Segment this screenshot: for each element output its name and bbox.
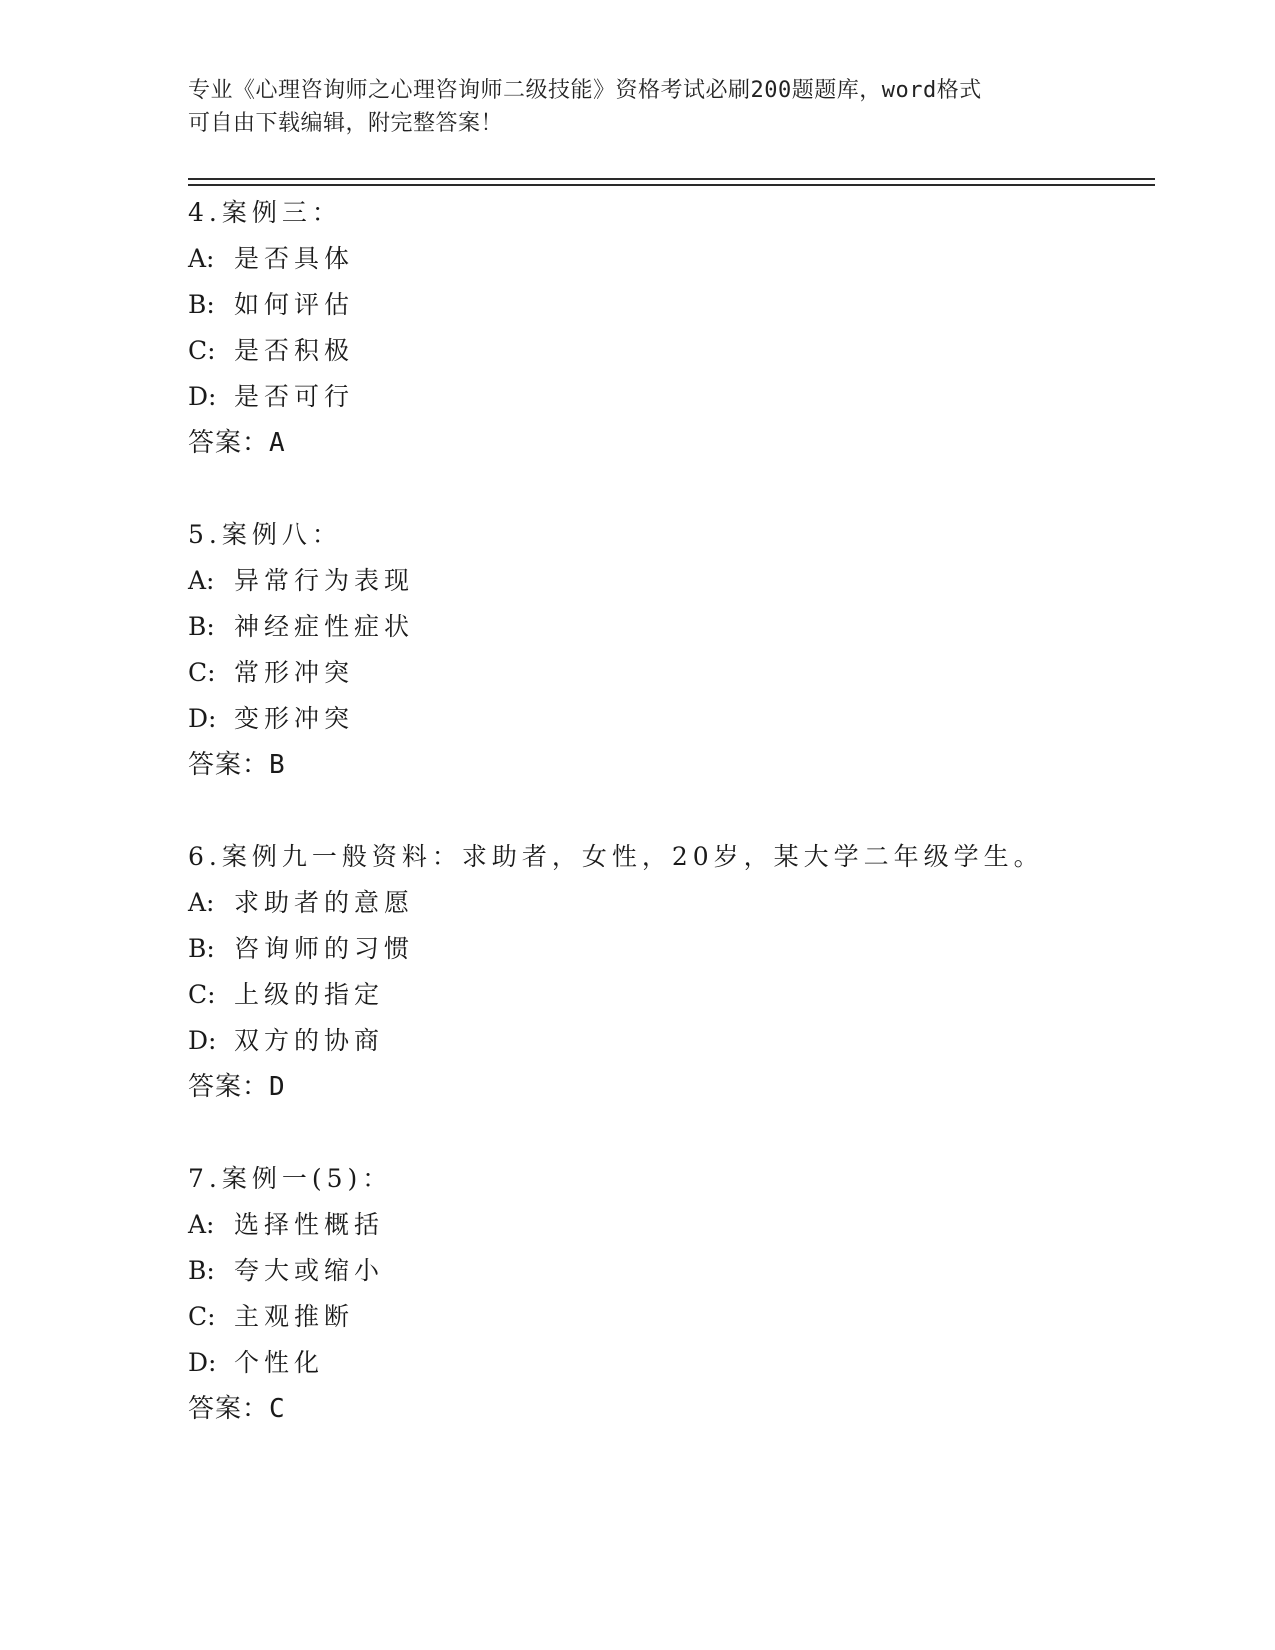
document-header	[188, 74, 1088, 140]
question-stem: 4.案例三：	[188, 198, 342, 227]
option-d	[188, 1018, 1168, 1064]
option-text: 主观推断	[234, 1302, 355, 1331]
answer-label: 答案：	[188, 1394, 270, 1424]
question-stem: 6.案例九一般资料：求助者，女性，20岁，某大学二年级学生。	[188, 842, 1044, 871]
header-divider-bottom	[188, 184, 1155, 186]
answer-line	[188, 1386, 1168, 1432]
option-letter: C:	[188, 1302, 216, 1331]
option-text: 神经症性症状	[234, 612, 415, 641]
answer-value: B	[269, 750, 285, 780]
option-b	[188, 604, 1168, 650]
option-text: 是否可行	[234, 382, 355, 411]
option-letter: D:	[188, 1348, 217, 1377]
option-letter: C:	[188, 658, 216, 687]
option-text: 异常行为表现	[234, 566, 415, 595]
option-letter: A:	[188, 888, 215, 917]
option-b	[188, 282, 1168, 328]
option-a	[188, 1202, 1168, 1248]
header-line-2: 可自由下载编辑，附完整答案！	[188, 111, 504, 136]
option-b	[188, 1248, 1168, 1294]
option-letter: C:	[188, 336, 216, 365]
header-line-1: 专业《心理咨询师之心理咨询师二级技能》资格考试必刷200题题库，word格式	[188, 78, 982, 103]
option-c	[188, 1294, 1168, 1340]
option-d	[188, 696, 1168, 742]
answer-label: 答案：	[188, 1072, 270, 1102]
option-letter: D:	[188, 704, 217, 733]
question-stem: 7.案例一(5)：	[188, 1164, 393, 1193]
option-text: 咨询师的习惯	[234, 934, 415, 963]
option-text: 上级的指定	[234, 980, 385, 1009]
question-item	[188, 834, 1168, 1110]
option-text: 选择性概括	[234, 1210, 385, 1239]
answer-value: A	[269, 428, 285, 458]
option-text: 双方的协商	[234, 1026, 385, 1055]
answer-value: C	[269, 1394, 285, 1424]
option-a	[188, 880, 1168, 926]
option-letter: A:	[188, 244, 215, 273]
option-letter: B:	[188, 934, 215, 963]
option-text: 个性化	[234, 1348, 325, 1377]
answer-line	[188, 742, 1168, 788]
question-item	[188, 512, 1168, 788]
option-c	[188, 328, 1168, 374]
option-text: 是否积极	[234, 336, 355, 365]
option-a	[188, 558, 1168, 604]
option-c	[188, 972, 1168, 1018]
answer-label: 答案：	[188, 750, 270, 780]
option-d	[188, 374, 1168, 420]
question-stem: 5.案例八：	[188, 520, 342, 549]
option-text: 夸大或缩小	[234, 1256, 385, 1285]
answer-value: D	[269, 1072, 285, 1102]
option-text: 变形冲突	[234, 704, 355, 733]
header-divider-top	[188, 178, 1155, 180]
option-c	[188, 650, 1168, 696]
question-list	[188, 190, 1168, 1478]
option-letter: A:	[188, 566, 215, 595]
option-letter: B:	[188, 1256, 215, 1285]
option-text: 是否具体	[234, 244, 355, 273]
answer-label: 答案：	[188, 428, 270, 458]
option-text: 常形冲突	[234, 658, 355, 687]
answer-line	[188, 420, 1168, 466]
answer-line	[188, 1064, 1168, 1110]
option-text: 求助者的意愿	[234, 888, 415, 917]
option-letter: B:	[188, 290, 215, 319]
option-letter: B:	[188, 612, 215, 641]
option-letter: D:	[188, 1026, 217, 1055]
option-a	[188, 236, 1168, 282]
option-letter: A:	[188, 1210, 215, 1239]
option-letter: C:	[188, 980, 216, 1009]
question-item	[188, 190, 1168, 466]
question-item	[188, 1156, 1168, 1432]
option-text: 如何评估	[234, 290, 355, 319]
option-letter: D:	[188, 382, 217, 411]
option-d	[188, 1340, 1168, 1386]
option-b	[188, 926, 1168, 972]
